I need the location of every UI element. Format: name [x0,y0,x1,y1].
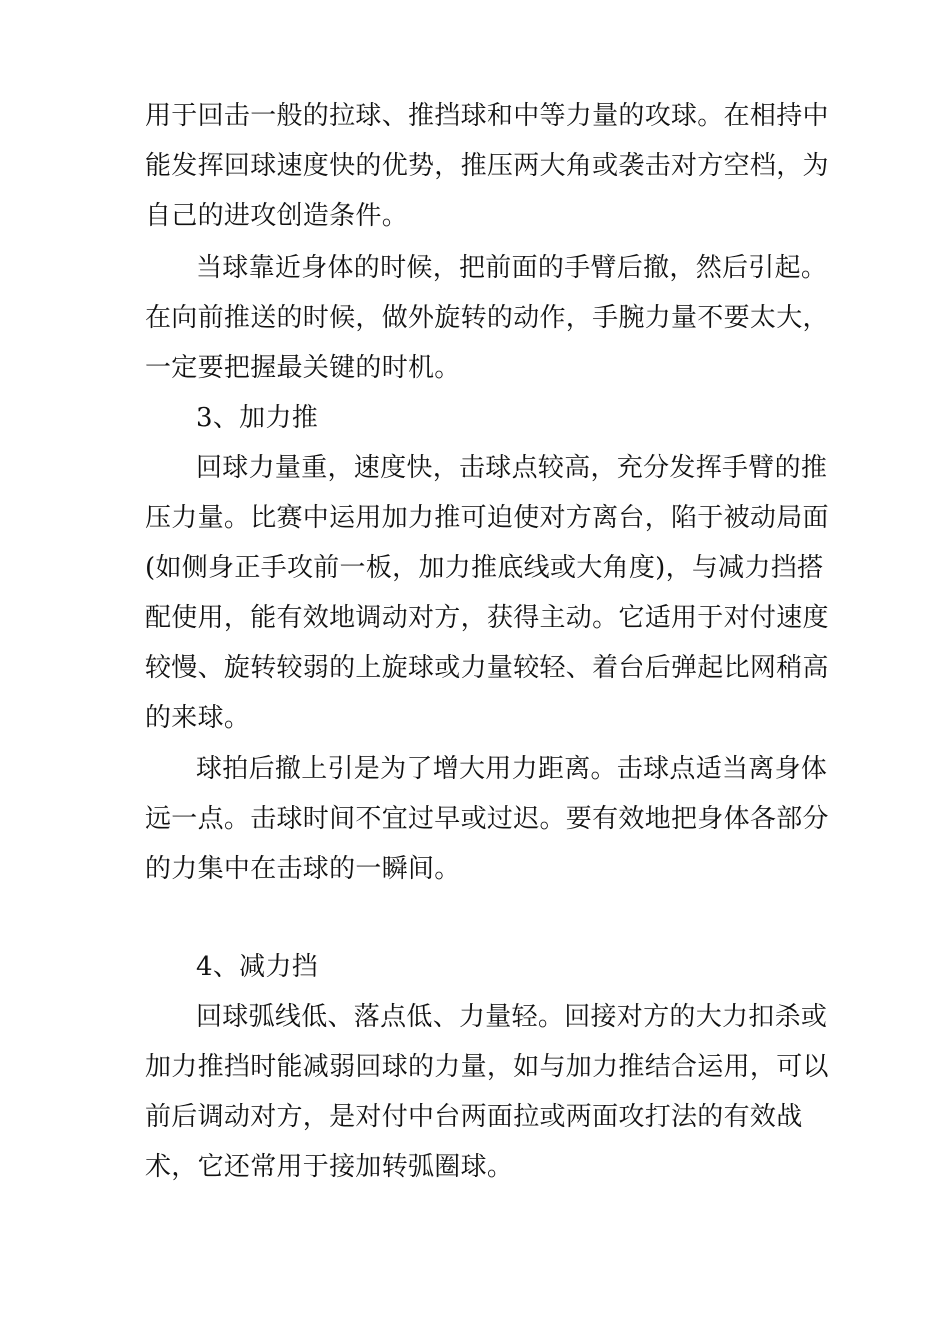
text-line: 前后调动对方，是对付中台两面拉或两面攻打法的有效战 [145,1102,803,1132]
text-line: 的力集中在击球的一瞬间。 [145,854,461,884]
text-line: 自己的进攻创造条件。 [145,201,409,231]
text-line: 回球力量重，速度快，击球点较高，充分发挥手臂的推 [196,453,828,483]
section-heading: 4、减力挡 [196,952,319,982]
text-line: 当球靠近身体的时候，把前面的手臂后撤，然后引起。 [196,253,828,283]
text-line: (如侧身正手攻前一板，加力推底线或大角度)，与减力挡搭 [145,553,824,583]
text-line: 一定要把握最关键的时机。 [145,353,461,383]
text-line: 术，它还常用于接加转弧圈球。 [145,1152,514,1182]
text-line: 加力推挡时能减弱回球的力量，如与加力推结合运用，可以 [145,1052,829,1082]
text-line: 在向前推送的时候，做外旋转的动作，手腕力量不要太大， [145,303,829,333]
text-line: 用于回击一般的拉球、推挡球和中等力量的攻球。在相持中 [145,101,829,131]
text-line: 的来球。 [145,703,251,733]
text-line: 配使用，能有效地调动对方，获得主动。它适用于对付速度 [145,603,829,633]
section-heading: 3、加力推 [196,403,319,433]
text-line: 球拍后撤上引是为了增大用力距离。击球点适当离身体 [196,754,828,784]
text-line: 远一点。击球时间不宜过早或过迟。要有效地把身体各部分 [145,804,829,834]
text-line: 回球弧线低、落点低、力量轻。回接对方的大力扣杀或 [196,1002,828,1032]
text-line: 较慢、旋转较弱的上旋球或力量较轻、着台后弹起比网稍高 [145,653,829,683]
text-line: 能发挥回球速度快的优势，推压两大角或袭击对方空档，为 [145,151,829,181]
text-line: 压力量。比赛中运用加力推可迫使对方离台，陷于被动局面 [145,503,829,533]
